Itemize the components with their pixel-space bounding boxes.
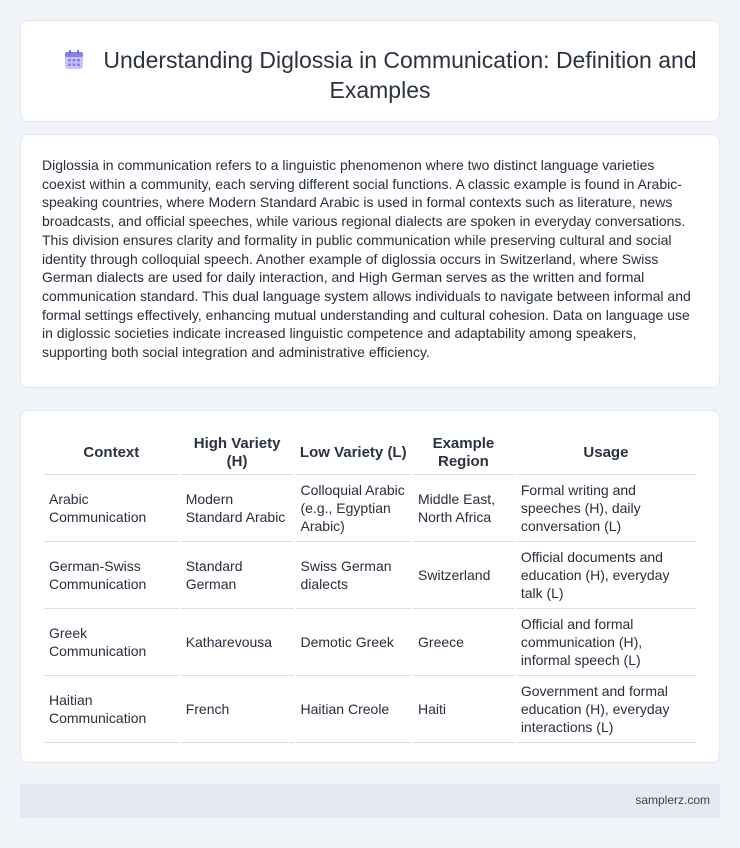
table-cell: Greek Communication	[44, 609, 179, 676]
table-row	[44, 475, 696, 542]
table-cell: Haitian Creole	[296, 676, 412, 743]
table-cell: Official documents and education (H), everyday talk (L)	[516, 542, 696, 609]
table-cell: Switzerland	[413, 542, 514, 609]
table-cell: French	[181, 676, 294, 743]
table-row	[44, 609, 696, 676]
article-body: Diglossia in communication refers to a linguistic phenomenon where two distinct language varieties coexist within a community, each serving different social functions. A classic example is found in Arabic-speaking countries, where Modern Standard Arabic is used in formal contexts such as literature, news broadcasts, and official speeches, while various regional dialects are spoken in everyday conversations. This division ensures clarity and formality in public communication while preserving cultural and social identity through colloquial speech. Another example of diglossia occurs in Switzerland, where Swiss German dialects are used for daily interaction, and High German serves as the written and formal communication standard. This dual language system allows individuals to navigate between informal and formal settings effectively, enhancing mutual understanding and cultural cohesion. Data on language use in diglossic societies indicate increased linguistic competence and adaptability among speakers, supporting both social integration and administrative efficiency.	[42, 157, 691, 361]
page-title	[61, 45, 699, 105]
table-cell: Demotic Greek	[296, 609, 412, 676]
table-cell: Modern Standard Arabic	[181, 475, 294, 542]
footer-bar	[20, 784, 720, 818]
column-header-example-region: Example Region	[413, 431, 514, 475]
table-cell: Swiss German dialects	[296, 542, 412, 609]
calendar-grid-icon	[63, 49, 85, 71]
table-cell: Haiti	[413, 676, 514, 743]
column-header-usage: Usage	[516, 431, 696, 475]
title-card	[20, 20, 720, 122]
table-cell: German-Swiss Communication	[44, 542, 179, 609]
table-cell: Colloquial Arabic (e.g., Egyptian Arabic)	[296, 475, 412, 542]
table-cell: Greece	[413, 609, 514, 676]
article-card	[20, 134, 720, 388]
table-row	[44, 542, 696, 609]
table-cell: Arabic Communication	[44, 475, 179, 542]
diglossia-table	[42, 431, 698, 743]
page-title-text: Understanding Diglossia in Communication: Definition and Examples	[103, 47, 697, 103]
footer-site-link[interactable]: samplerz.com	[635, 793, 710, 807]
table-row	[44, 676, 696, 743]
column-header-high-variety: High Variety (H)	[181, 431, 294, 475]
table-cell: Official and formal communication (H), informal speech (L)	[516, 609, 696, 676]
table-card	[20, 410, 720, 763]
table-cell: Haitian Communication	[44, 676, 179, 743]
table-header-row	[44, 431, 696, 475]
table-cell: Katharevousa	[181, 609, 294, 676]
table-cell: Government and formal education (H), everyday interactions (L)	[516, 676, 696, 743]
column-header-context: Context	[44, 431, 179, 475]
column-header-low-variety: Low Variety (L)	[296, 431, 412, 475]
table-cell: Formal writing and speeches (H), daily conversation (L)	[516, 475, 696, 542]
table-cell: Standard German	[181, 542, 294, 609]
table-cell: Middle East, North Africa	[413, 475, 514, 542]
